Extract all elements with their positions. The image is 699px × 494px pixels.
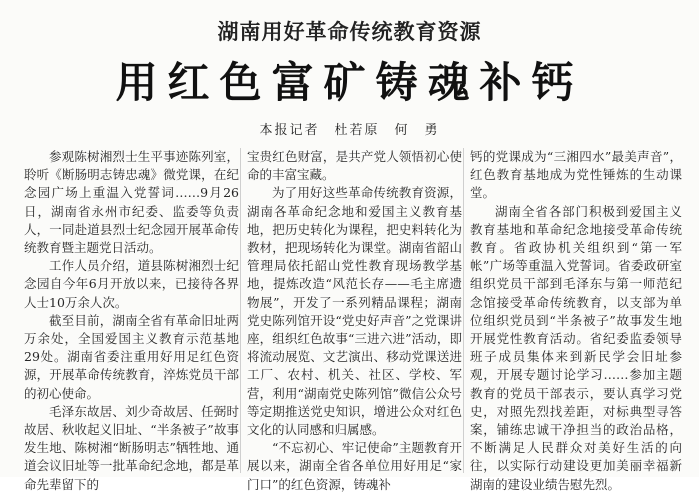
paragraph: “不忘初心、牢记使命”主题教育开展以来，湖南全省各单位用好用足“家门口”的红色资源，铸魂补	[247, 440, 462, 492]
paragraph: 毛泽东故居、刘少奇故居、任弼时故居、秋收起义旧址、“半条被子”故事发生地、陈树湘“断肠明志”牺牲地、通道会议旧址等一批革命纪念地，都是革命先辈留下的	[24, 403, 239, 492]
article-headline: 用红色富矿铸魂补钙	[115, 58, 584, 107]
paragraph: 为了用好这些革命传统教育资源，湖南各革命纪念地和爱国主义教育基地，把历史转化为课程，把史料转化为教材，把现场转化为课堂。湖南省韶山管理局依托韶山党性教育现场教学基地，提炼改造“风范长存——毛主席遗物展”，开发了一系列精品课程；湖南党史陈列馆开设“党史好声音”之党课讲座，组织红色故事“三进六进”活动，即将流动展览、文艺演出、移动党课送进工厂、农村、机关、社区、学校、军营，利用“湖南党史陈列馆”微信公众号等定期推送党史知识，增进公众对红色文化的认同感和归属感。	[247, 185, 462, 438]
paragraph: 湖南全省各部门积极到爱国主义教育基地和革命纪念地接受革命传统教育。省政协机关组织到“第一军帐”广场等重温入党誓词。省委政研室组织党员干部到毛泽东与第一师范纪念馆接受革命传统教育，以支部为单位组织党员到“半条被子”故事发生地开展党性教育活动。省纪委监委领导班子成员集体来到新民学会旧址参观，开展专题讨论学习……参加主题教育的党员干部表示，要认真学习党史，对照先烈找差距，对标典型寻答案，铺练忠诚干净担当的政治品格，不断满足人民群众对美好生活的向往，以实际行动建设更加美丽幸福新湖南的建设业绩告慰先烈。	[470, 203, 682, 492]
text-column-1	[24, 148, 239, 492]
text-column-2	[247, 148, 462, 492]
paragraph: 宝贵红色财富，是共产党人领悟初心使命的丰富宝藏。	[247, 149, 462, 183]
paragraph: 钙的党课成为“三湘四水”最美声音”，红色教育基地成为党性锤炼的生动课堂。	[470, 149, 682, 201]
column-divider	[463, 148, 464, 473]
article-byline: 本报记者 杜若原 何 勇	[259, 123, 440, 138]
paragraph: 截至目前，湖南全省有革命旧址两万余处，全国爱国主义教育示范基地29处。湖南省委注重用好用足红色资源，开展革命传统教育，淬炼党员干部的初心使命。	[24, 312, 239, 401]
article-subtitle: 湖南用好革命传统教育资源	[217, 20, 482, 44]
text-column-3	[470, 148, 682, 492]
paragraph: 工作人员介绍，道县陈树湘烈士纪念园自今年6月开放以来，已接待各界人士10万余人次。	[24, 258, 239, 310]
paragraph: 参观陈树湘烈士生平事迹陈列室，聆听《断肠明志铸忠魂》微党课，在纪念园广场上重温入党誓词……9月26日，湖南省永州市纪委、监委等负责人，一同赴道县烈士纪念园开展革命传统教育暨主题党日活动。	[24, 149, 239, 256]
column-divider	[240, 148, 241, 473]
